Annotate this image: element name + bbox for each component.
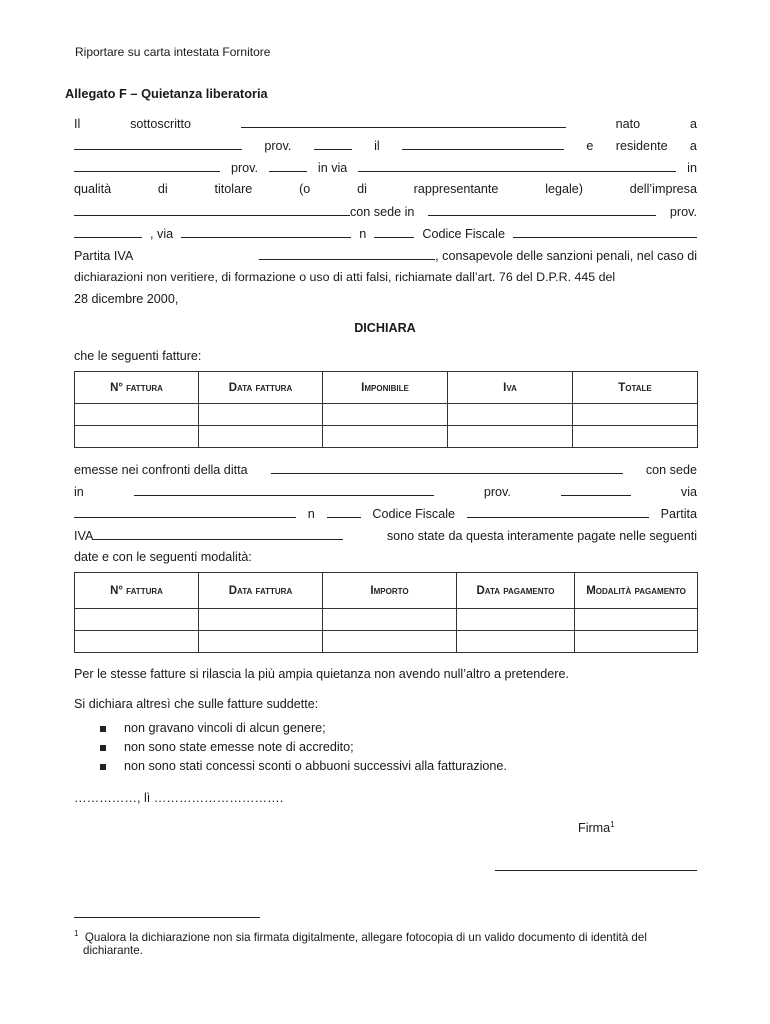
bullet-icon: [100, 745, 106, 751]
table-cell[interactable]: [199, 426, 323, 448]
table-row: [75, 426, 698, 448]
prov-sede-field[interactable]: [74, 225, 142, 238]
firma-line[interactable]: [495, 870, 697, 871]
table-cell[interactable]: [323, 404, 448, 426]
sottoscritto-field[interactable]: [241, 115, 566, 128]
header-data-fattura: Data fattura: [199, 573, 323, 609]
table-row: [75, 609, 698, 631]
table-cell[interactable]: [448, 404, 573, 426]
table-cell[interactable]: [575, 609, 698, 631]
intro-row-4: qualità di titolare (o di rappresentante legale) dell’impresa: [74, 182, 697, 196]
footnote-ref: 1: [610, 820, 615, 829]
codice-fiscale-field[interactable]: [513, 225, 697, 238]
ditta-codice-fiscale-field[interactable]: [467, 505, 649, 518]
table-cell[interactable]: [199, 404, 323, 426]
bullet-icon: [100, 764, 106, 770]
quietanza-text: Per le stesse fatture si rilascia la più ampia quietanza non avendo null’altro a pretendere.: [74, 667, 569, 681]
table-cell[interactable]: [75, 609, 199, 631]
luogo-data-field[interactable]: ……………, lì ………………………….: [74, 791, 284, 805]
table-cell[interactable]: [457, 609, 575, 631]
fatture-table: [74, 371, 698, 448]
impresa-field[interactable]: [74, 203, 350, 216]
intro-row-7: Partita IVA , consapevole delle sanzioni penali, nel caso di: [74, 249, 697, 263]
ditta-row-3: n Codice Fiscale Partita: [74, 505, 697, 522]
table-cell[interactable]: [323, 426, 448, 448]
header-importo: Importo: [323, 573, 457, 609]
intro-row-3: prov. in via in: [74, 159, 697, 176]
table-cell[interactable]: [575, 631, 698, 653]
bullet-icon: [100, 726, 106, 732]
header-n-fattura: N° fattura: [75, 573, 199, 609]
firma-label: Firma$^1$: [578, 820, 615, 836]
table-cell[interactable]: [323, 631, 457, 653]
table-cell[interactable]: [75, 404, 199, 426]
ditta-sede-field[interactable]: [134, 483, 434, 496]
list-item: non sono stati concessi sconti o abbuoni successivi alla fatturazione.: [100, 757, 507, 776]
table-cell[interactable]: [573, 426, 698, 448]
residenza-field[interactable]: [74, 159, 220, 172]
via-sede-field[interactable]: [181, 225, 351, 238]
ditta-row-1: emesse nei confronti della ditta con sede: [74, 463, 697, 477]
ditta-row-2: in prov. via: [74, 485, 697, 499]
prov-residenza-field[interactable]: [269, 159, 307, 172]
ditta-partita-iva-field[interactable]: [93, 527, 343, 540]
table-cell[interactable]: [323, 609, 457, 631]
header-n-fattura: N° fattura: [75, 372, 199, 404]
intro-row-5: con sede in prov.: [74, 203, 697, 220]
altresi-text: Si dichiara altresì che sulle fatture suddette:: [74, 697, 319, 711]
ditta-row-4: IVA sono state da questa interamente pagate nelle seguenti: [74, 529, 697, 543]
table-cell[interactable]: [457, 631, 575, 653]
date-modalita-text: date e con le seguenti modalità:: [74, 550, 252, 564]
header-data-pagamento: Data pagamento: [457, 573, 575, 609]
pagamenti-table: [74, 572, 698, 653]
ditta-field[interactable]: [271, 461, 623, 474]
data-legge-text: 28 dicembre 2000,: [74, 292, 179, 306]
header-imponibile: Imponibile: [323, 372, 448, 404]
table-cell[interactable]: [573, 404, 698, 426]
dichiara-heading: DICHIARA: [354, 321, 416, 335]
table-cell[interactable]: [448, 426, 573, 448]
header-iva: Iva: [448, 372, 573, 404]
list-item: non sono state emesse note di accredito;: [100, 738, 507, 757]
footnote-line-1: $^1$ Qualora la dichiarazione non sia firmata digitalmente, allegare fotocopia di un valido documento di identità del: [74, 929, 647, 944]
ditta-civico-field[interactable]: [327, 505, 361, 518]
partita-iva-field[interactable]: [259, 247, 435, 260]
intro-row-2: prov. il e residente a: [74, 137, 697, 154]
table-cell[interactable]: [75, 631, 199, 653]
fatture-intro: che le seguenti fatture:: [74, 349, 202, 363]
civico-sede-field[interactable]: [374, 225, 414, 238]
header-totale: Totale: [573, 372, 698, 404]
prov-nascita-field[interactable]: [314, 137, 352, 150]
intro-row-6: , via n Codice Fiscale: [74, 225, 697, 242]
data-nascita-field[interactable]: [402, 137, 564, 150]
table-cell[interactable]: [199, 631, 323, 653]
luogo-nascita-field[interactable]: [74, 137, 242, 150]
header-data-fattura: Data fattura: [199, 372, 323, 404]
pagamenti-table-header: [75, 573, 698, 609]
intro-row-1: Il sottoscritto nato a: [74, 117, 697, 131]
header-modalita-pagamento: Modalità pagamento: [575, 573, 698, 609]
header-note: Riportare su carta intestata Fornitore: [75, 45, 271, 59]
table-cell[interactable]: [199, 609, 323, 631]
table-row: [75, 631, 698, 653]
table-row: [75, 404, 698, 426]
footnote-line-2: dichiarante.: [83, 944, 143, 957]
ditta-prov-field[interactable]: [561, 483, 631, 496]
sede-impresa-field[interactable]: [428, 203, 656, 216]
fatture-table-header: [75, 372, 698, 404]
footnote-divider: [74, 917, 260, 918]
table-cell[interactable]: [75, 426, 199, 448]
dichiarazioni-text: dichiarazioni non veritiere, di formazione o uso di atti falsi, richiamate dall’art. 76 del D.P.R. 445 del: [74, 270, 616, 284]
via-residenza-field[interactable]: [358, 159, 676, 172]
bullet-list: [100, 719, 507, 776]
page-title: Allegato F – Quietanza liberatoria: [65, 86, 268, 101]
ditta-via-field[interactable]: [74, 505, 296, 518]
list-item: non gravano vincoli di alcun genere;: [100, 719, 507, 738]
